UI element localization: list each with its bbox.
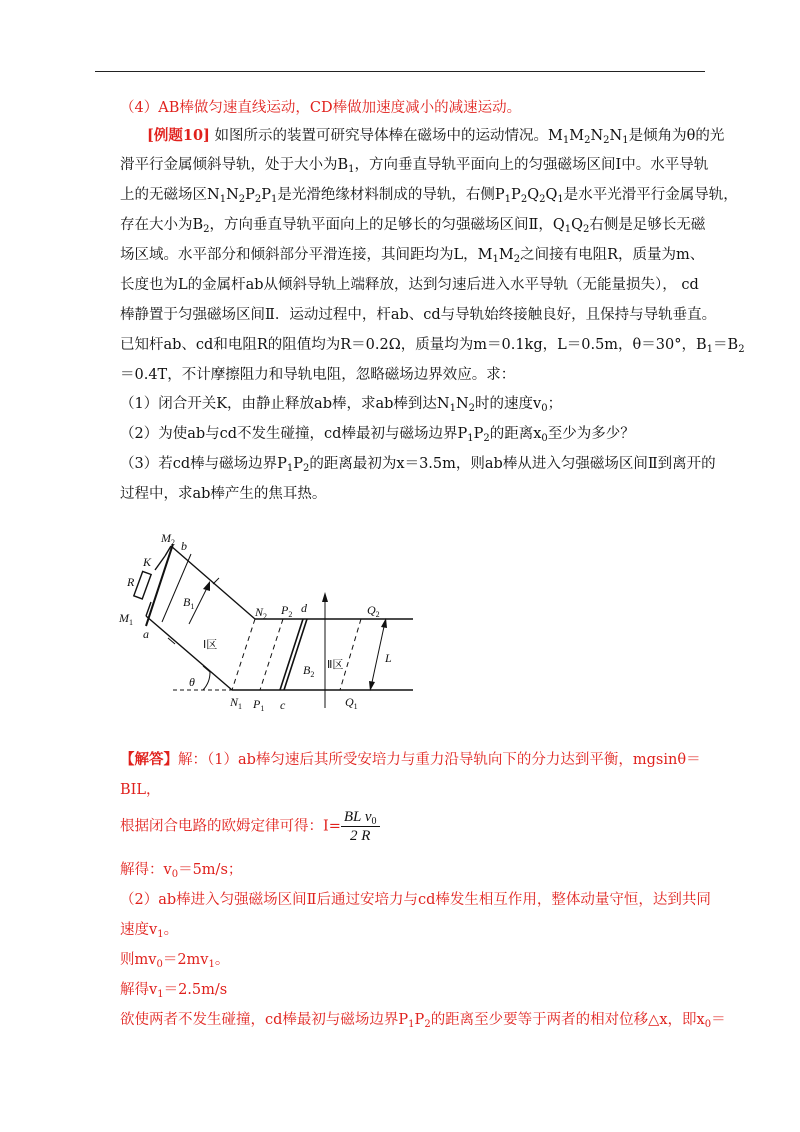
label-region1: Ⅰ区 (203, 638, 218, 651)
question-1: （1）闭合开关K，由静止释放ab棒，求ab棒到达$N_1N_2$时的速度$v_0$； (120, 396, 563, 414)
label-k: K (143, 555, 152, 569)
problem-line-6: 长度也为L的金属杆ab从倾斜导轨上端释放，达到匀速后进入水平导轨（无能量损失）， cd (120, 277, 699, 293)
solution-label: 【解答】 (120, 751, 178, 768)
resistor-r (134, 571, 151, 599)
label-n2: $N_2$ (255, 605, 268, 621)
label-b1: $B_1$ (183, 595, 195, 611)
label-r: R (127, 575, 135, 589)
problem-label: [例题10] (147, 127, 210, 144)
problem-line-4: 存在大小为$B_2$，方向垂直导轨平面向上的足够长的匀强磁场区间Ⅱ，$Q_1Q_2$右侧是足够长无磁 (120, 217, 706, 235)
fraction-blv-2r: $\frac{BL v_0}{2 R}$ (341, 808, 380, 845)
rail-tick-2 (203, 666, 210, 672)
label-p1: $P_1$ (253, 697, 265, 713)
b1-arrow-head (203, 581, 210, 591)
problem-line-7: 棒静置于匀强磁场区间Ⅱ．运动过程中，杆ab、cd与导轨始终接触良好，且保持与导轨垂直。 (120, 307, 717, 323)
bar-cd-1 (280, 619, 303, 690)
problem-line-2: 滑平行金属倾斜导轨，处于大小为$B_1$，方向垂直导轨平面向上的匀强磁场区间Ⅰ中。水平导轨 (120, 157, 709, 175)
question-2: （2）为使ab与cd不发生碰撞，cd棒最初与磁场边界$P_1P_2$的距离$x_0$至少为多少？ (120, 426, 635, 444)
label-b: b (181, 539, 187, 553)
question-3: （3）若cd棒与磁场边界$P_1P_2$的距离最初为x＝3.5m，则ab棒从进入匀强磁场区间Ⅱ到离开的 (120, 456, 716, 474)
label-a: a (143, 627, 149, 641)
problem-line-5: 场区域。水平部分和倾斜部分平滑连接，其间距均为L，$M_1M_2$之间接有电阻R，质量为m、 (120, 247, 705, 265)
label-n1: $N_1$ (230, 695, 243, 711)
solution-v1: 速度$v_1$。 (120, 922, 179, 940)
rail-diagram (113, 526, 418, 726)
solution-ohm: 根据闭合电路的欧姆定律可得：I= $\frac{BL v_0}{2 R}$ (120, 808, 380, 845)
bar-cd-2 (284, 619, 307, 690)
solution-line-1: 【解答】解：（1）ab棒匀速后其所受安培力与重力沿导轨向下的分力达到平衡，mgsinθ＝ (120, 751, 701, 768)
problem-line-8: 已知杆ab、cd和电阻R的阻值均为R＝0.2Ω，质量均为m＝0.1kg，L＝0.5m，θ＝30°，$B_1=B_2$ (120, 337, 745, 355)
problem-line-1: [例题10] 如图所示的装置可研究导体棒在磁场中的运动情况。$M_1M_2N_2N_1$是倾角为θ的光 (147, 127, 725, 146)
label-q1: $Q_1$ (345, 695, 358, 711)
problem-line-9: ＝0.4T，不计摩擦阻力和导轨电阻，忽略磁场边界效应。求： (120, 367, 516, 383)
boundary-p1p2 (260, 619, 283, 690)
theta-arc (203, 672, 210, 690)
k-lead (155, 556, 165, 570)
label-m2: $M_2$ (161, 531, 175, 547)
problem-line-3: 上的无磁场区$N_1N_2P_2P_1$是光滑绝缘材料制成的导轨，右侧$P_1P_2Q_2Q_1$是水平光滑平行金属导轨， (120, 187, 738, 205)
b2-arrow-head (322, 592, 328, 602)
label-theta: θ (189, 675, 195, 689)
boundary-q1q2 (340, 619, 361, 690)
boundary-n1n2 (232, 619, 255, 690)
label-d: d (301, 601, 307, 615)
solution-no-collision: 欲使两者不发生碰撞，cd棒最初与磁场边界$P_1P_2$的距离至少要等于两者的相对位移△x，即$x_0=$ (120, 1012, 726, 1030)
label-m1: $M_1$ (119, 611, 133, 627)
rail-tick-3 (213, 578, 219, 584)
rail-tick-1 (168, 638, 175, 644)
solution-v0: 解得：$v_0=5m/s$； (120, 862, 243, 880)
step4-text: （4）AB棒做匀速直线运动，CD棒做加速度减小的减速运动。 (120, 100, 522, 116)
label-q2: $Q_2$ (367, 603, 380, 619)
solution-line-1b: BIL， (120, 782, 161, 798)
label-c: c (280, 698, 286, 712)
header-rule (95, 71, 705, 72)
label-region2: Ⅱ区 (327, 658, 344, 671)
question-3-cont: 过程中，求ab棒产生的焦耳热。 (120, 486, 327, 502)
solution-momentum: 则$mv_0=2mv_1$。 (120, 952, 230, 970)
solution-v1-value: 解得$v_1=2.5m/s$ (120, 982, 228, 1000)
solution-part2: （2）ab棒进入匀强磁场区间Ⅱ后通过安培力与cd棒发生相互作用，整体动量守恒，达到共同 (120, 892, 711, 908)
label-b2: $B_2$ (303, 663, 315, 679)
l-dimension (371, 622, 385, 687)
label-l: L (385, 651, 392, 665)
label-p2: $P_2$ (281, 603, 293, 619)
